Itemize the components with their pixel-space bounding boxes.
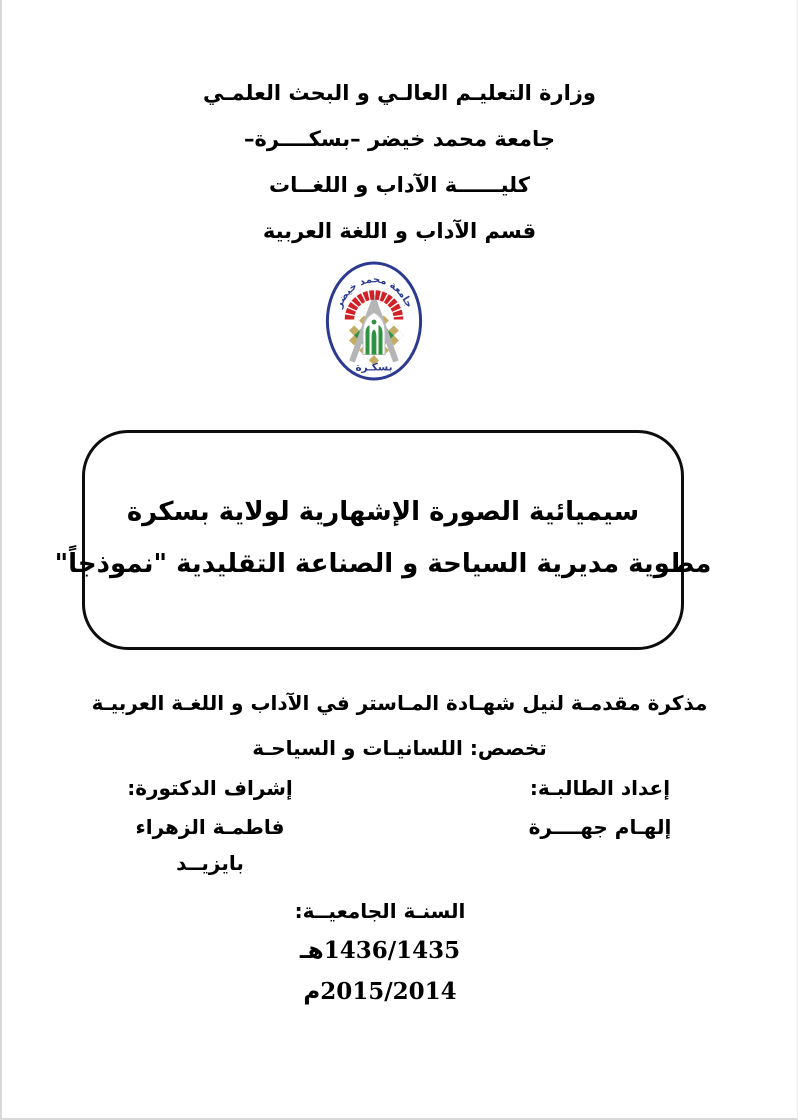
header-block <box>2 70 797 254</box>
university-logo <box>324 259 424 383</box>
degree-block <box>2 681 797 771</box>
supervisor-block <box>100 770 320 881</box>
logo-top-text: جامعة محمد خيضر <box>333 274 415 310</box>
logo-bottom-text: بسكـرة <box>355 361 393 374</box>
student-block <box>490 770 710 845</box>
supervisor-name: فاطمـة الزهراء بايزيــد <box>135 815 285 875</box>
academic-year-label: السنـة الجامعيــة: <box>294 899 466 923</box>
department-line: قسم الآداب و اللغة العربية <box>262 219 537 243</box>
supervisor-label: إشراف الدكتورة: <box>127 776 293 800</box>
academic-year-gregorian: 2015/2014م <box>303 978 457 1005</box>
speciality-line: تخصص: اللسانيـات و السياحـة <box>252 736 547 760</box>
thesis-title-line2: مطوية مديرية السياحة و الصناعة التقليدية "نموذجاً" <box>54 549 712 579</box>
academic-year-hijri: 1436/1435هـ <box>299 937 461 964</box>
faculty-line: كليــــــة الآداب و اللغــات <box>269 173 530 197</box>
thesis-title-box <box>54 430 712 650</box>
ministry-line: وزارة التعليـم العالـي و البحث العلمـي <box>203 81 596 105</box>
thesis-title-line1: سيميائية الصورة الإشهارية لولاية بسكرة <box>126 497 640 527</box>
degree-statement: مذكرة مقدمـة لنيل شهـادة المـاستر في الآداب و اللغـة العربيـة <box>91 691 708 715</box>
university-emblem-icon <box>324 259 424 383</box>
academic-year-block <box>2 892 758 1012</box>
university-line: جامعة محمد خيضر –بسكــــرة– <box>244 127 555 151</box>
student-label: إعداد الطالبـة: <box>529 776 671 800</box>
student-name: إلهـام جهــــرة <box>528 815 672 839</box>
